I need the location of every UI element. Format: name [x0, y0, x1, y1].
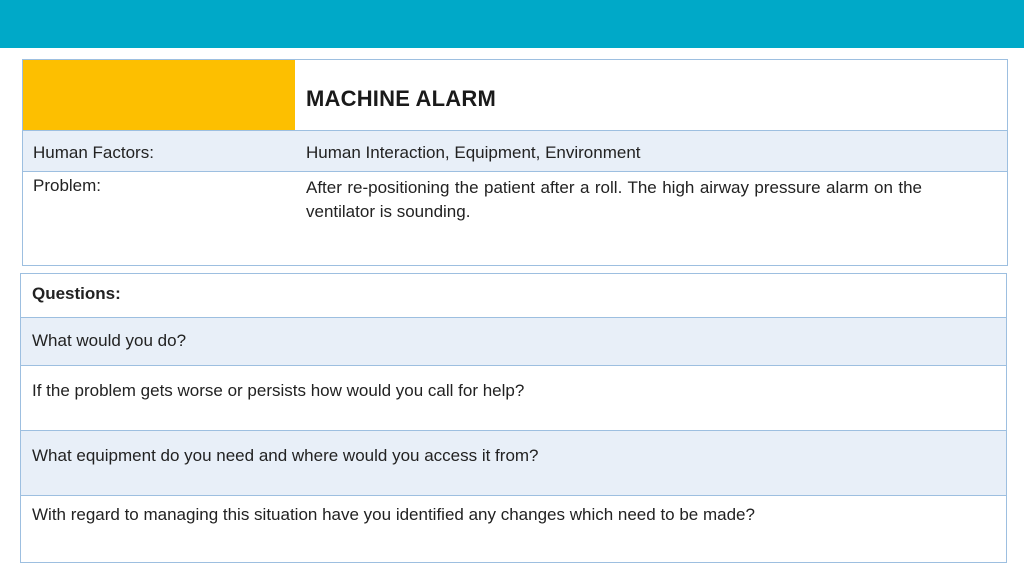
- question-row: [21, 318, 1006, 366]
- scenario-table: [22, 59, 1008, 266]
- question-text: What equipment do you need and where would you access it from?: [32, 446, 539, 465]
- questions-heading: Questions:: [32, 284, 121, 303]
- question-text: If the problem gets worse or persists how would you call for help?: [32, 381, 525, 400]
- human-factors-row: [23, 131, 1007, 172]
- top-banner: [0, 0, 1024, 48]
- question-row: [21, 496, 1006, 562]
- scenario-header: [23, 60, 1007, 131]
- problem-row: [23, 172, 1007, 266]
- scenario-title: MACHINE ALARM: [306, 86, 496, 111]
- problem-text: After re-positioning the patient after a roll. The high airway pressure alarm on the ventilator is sounding.: [306, 178, 922, 221]
- question-text: What would you do?: [32, 331, 187, 350]
- question-row: [21, 366, 1006, 431]
- question-text: With regard to managing this situation have you identified any changes which need to be made?: [32, 505, 755, 524]
- human-factors-value: Human Interaction, Equipment, Environment: [306, 143, 641, 162]
- header-color-block: [23, 60, 295, 130]
- problem-label: Problem:: [33, 176, 102, 195]
- questions-heading-row: [21, 274, 1006, 318]
- human-factors-label: Human Factors:: [33, 143, 154, 162]
- questions-table: [20, 273, 1007, 563]
- question-row: [21, 431, 1006, 496]
